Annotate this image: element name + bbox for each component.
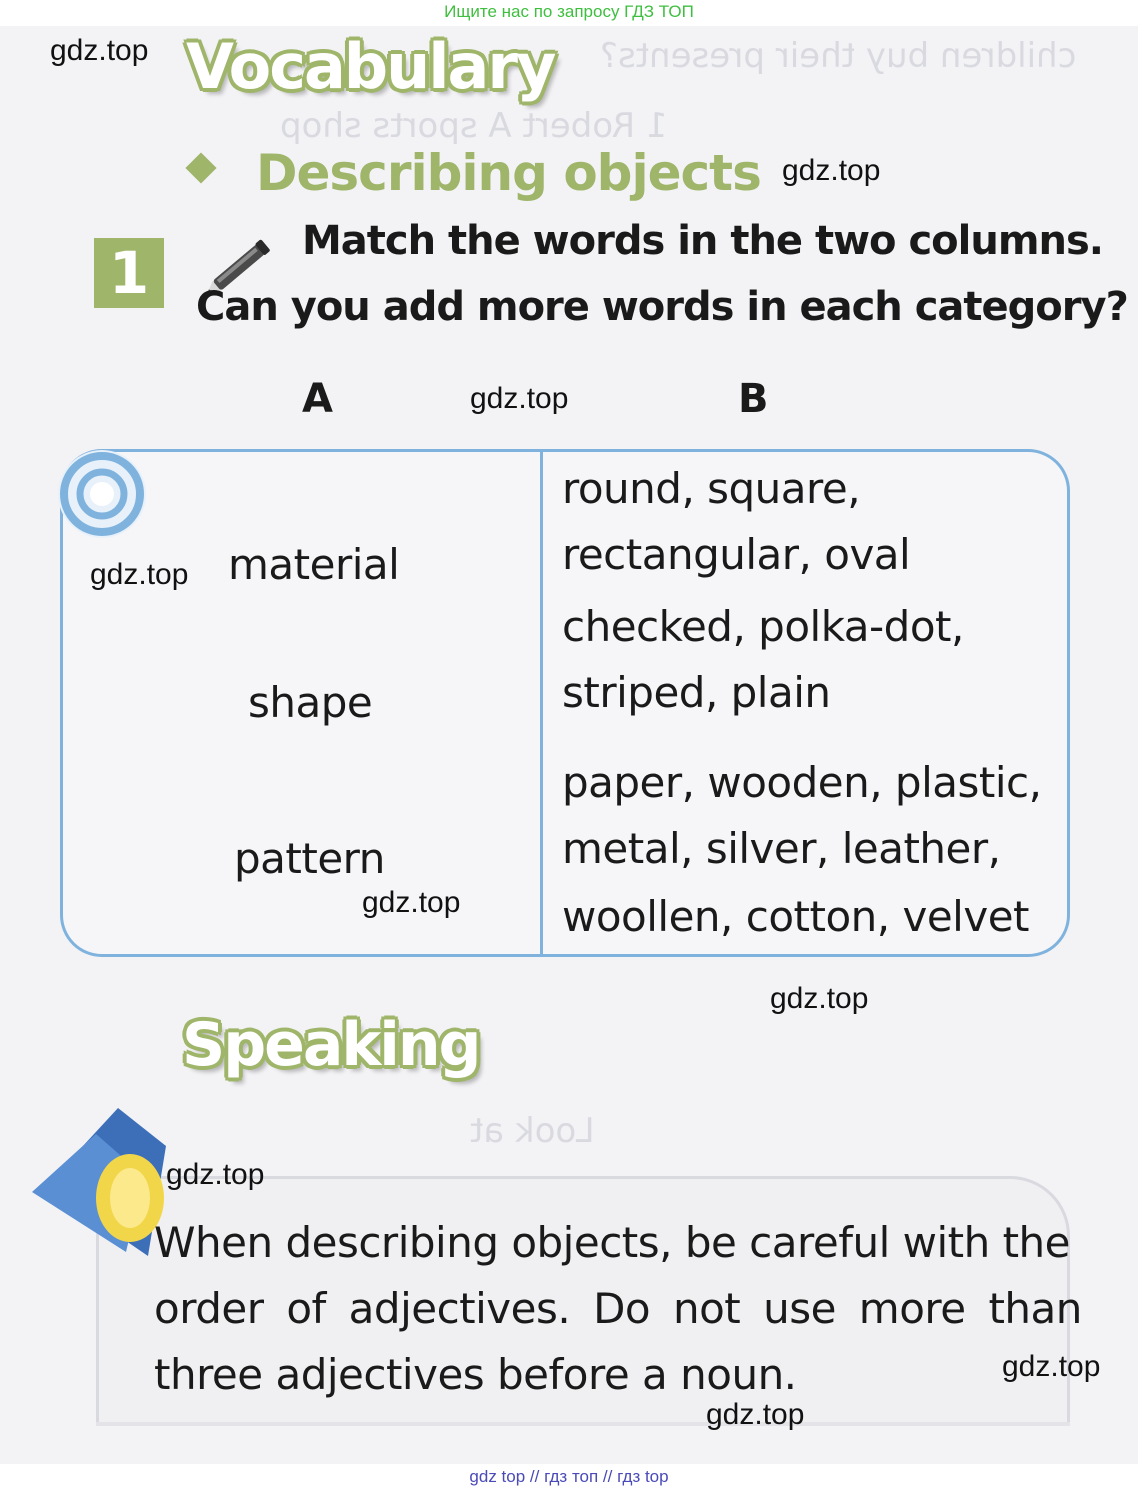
show-through-text: Look at bbox=[470, 1111, 595, 1151]
column-b-item: woollen, cotton, velvet bbox=[562, 892, 1030, 941]
subheading: Describing objects bbox=[256, 144, 761, 202]
watermark: gdz.top bbox=[1002, 1350, 1101, 1383]
bottom-banner: gdz top // гдз топ // гдз top bbox=[469, 1467, 669, 1486]
column-b-item: paper, wooden, plastic, bbox=[562, 758, 1042, 807]
column-b-header: B bbox=[738, 376, 769, 422]
column-a-item: pattern bbox=[234, 834, 385, 883]
top-banner: Ищите нас по запросу ГДЗ ТОП bbox=[444, 2, 694, 21]
watermark: gdz.top bbox=[50, 34, 149, 67]
tip-line-1: When describing objects, be careful with the bbox=[154, 1218, 1071, 1267]
column-a-item: material bbox=[228, 540, 400, 589]
watermark: gdz.top bbox=[470, 382, 569, 415]
show-through-text: children buy their presents? bbox=[600, 36, 1077, 76]
tip-box-bottom bbox=[96, 1422, 1070, 1426]
column-a-header: A bbox=[302, 376, 333, 422]
watermark: gdz.top bbox=[166, 1158, 265, 1191]
vocabulary-title: Vocabulary bbox=[186, 30, 555, 103]
tip-line-2: order of adjectives. Do not use more than bbox=[154, 1284, 1082, 1333]
watermark: gdz.top bbox=[362, 886, 461, 919]
speaking-title: Speaking bbox=[182, 1010, 480, 1080]
bullet-diamond-icon bbox=[185, 152, 216, 183]
column-a-item: shape bbox=[248, 678, 373, 727]
watermark: gdz.top bbox=[706, 1398, 805, 1431]
instruction-line-1: Match the words in the two columns. bbox=[302, 218, 1103, 264]
textbook-page bbox=[0, 26, 1138, 1464]
table-divider bbox=[540, 450, 543, 956]
column-b-item: striped, plain bbox=[562, 668, 831, 717]
exercise-number: 1 bbox=[94, 238, 164, 308]
column-b-item: metal, silver, leather, bbox=[562, 824, 1001, 873]
column-b-item: round, square, bbox=[562, 464, 861, 513]
watermark: gdz.top bbox=[782, 154, 881, 187]
column-b-item: checked, polka-dot, bbox=[562, 602, 964, 651]
watermark: gdz.top bbox=[770, 982, 869, 1015]
instruction-line-2: Can you add more words in each category? bbox=[196, 284, 1128, 330]
target-ring-icon bbox=[56, 444, 160, 548]
watermark: gdz.top bbox=[90, 558, 189, 591]
tip-line-3: three adjectives before a noun. bbox=[154, 1350, 797, 1399]
show-through-text: 1 Robert A sports shop bbox=[280, 106, 668, 146]
column-b-item: rectangular, oval bbox=[562, 530, 911, 579]
